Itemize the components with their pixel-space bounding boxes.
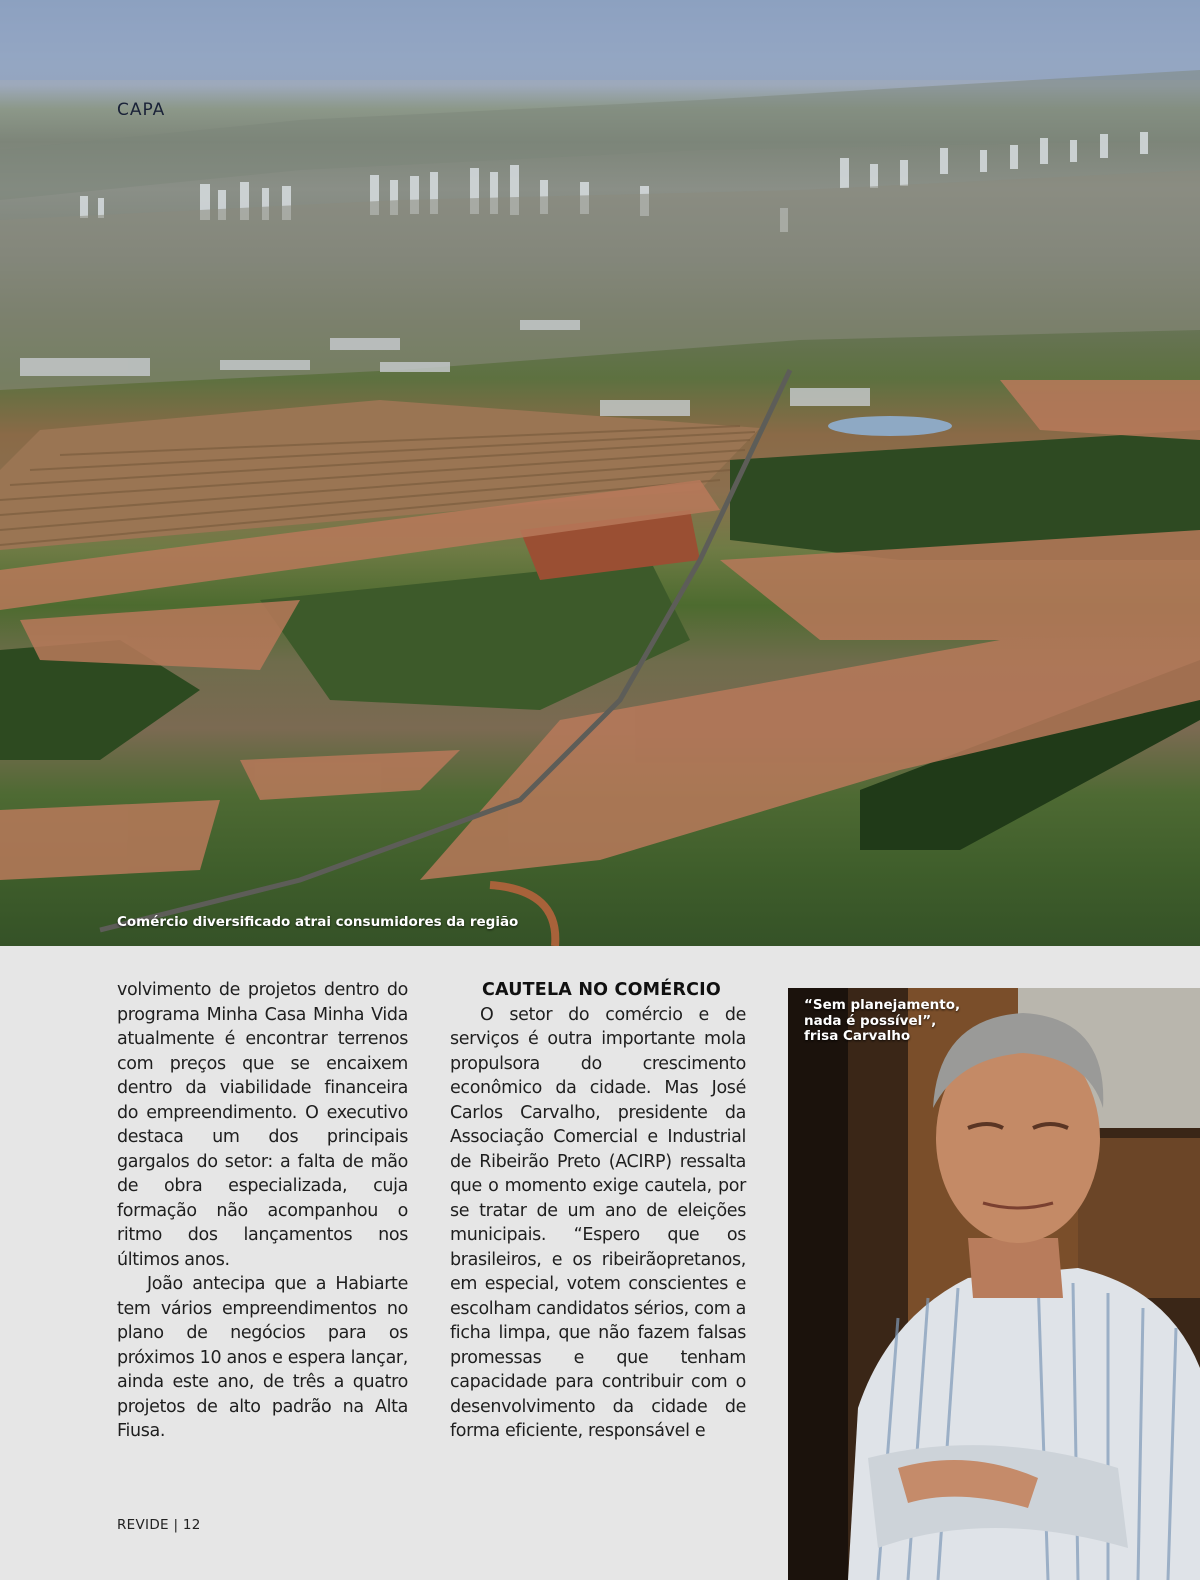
photo-caption: Comércio diversificado atrai consumidores da região [117,914,519,930]
page-footer: REVIDE | 12 [117,1517,201,1533]
portrait-photo [788,988,1200,1580]
paragraph: O setor do comércio e de serviços é outra importante mola propulsora do crescimento econômico da cidade. Mas José Carlos Carvalho, presidente da Associação Comercial e Industrial de Ribeirão Preto (ACIRP) ressalta que o momento exige cautela, por se tratar de um ano de eleições municipais. “Espero que os brasileiros, e os ribeirãopretanos, em especial, votem conscientes e escolham candidatos sérios, com a ficha limpa, que não fazem falsas promessas e que tenham capacidade para contribuir com o desenvolvimento da cidade de forma eficiente, responsável e [450,1004,746,1441]
section-label: CAPA [117,100,166,120]
article-column-1 [117,978,408,1444]
portrait-caption: “Sem planejamento, nada é possível”, frisa Carvalho [804,997,961,1044]
portrait-illustration [788,988,1200,1580]
paragraph: volvimento de projetos dentro do programa Minha Casa Minha Vida atualmente é encontrar terrenos com preços que se encaixem dentro da viabilidade financeira do empreendimento. O executivo destaca um dos principais gargalos do setor: a falta de mão de obra especializada, cuja formação não acompanhou o ritmo dos lançamentos nos últimos anos. [117,980,408,1270]
paragraph: João antecipa que a Habiarte tem vários empreendimentos no plano de negócios para os próximos 10 anos e espera lançar, ainda este ano, de três a quatro projetos de alto padrão na Alta Fiusa. [117,1274,408,1441]
article-column-2 [450,978,746,1444]
section-heading: CAUTELA NO COMÉRCIO [482,980,721,1000]
